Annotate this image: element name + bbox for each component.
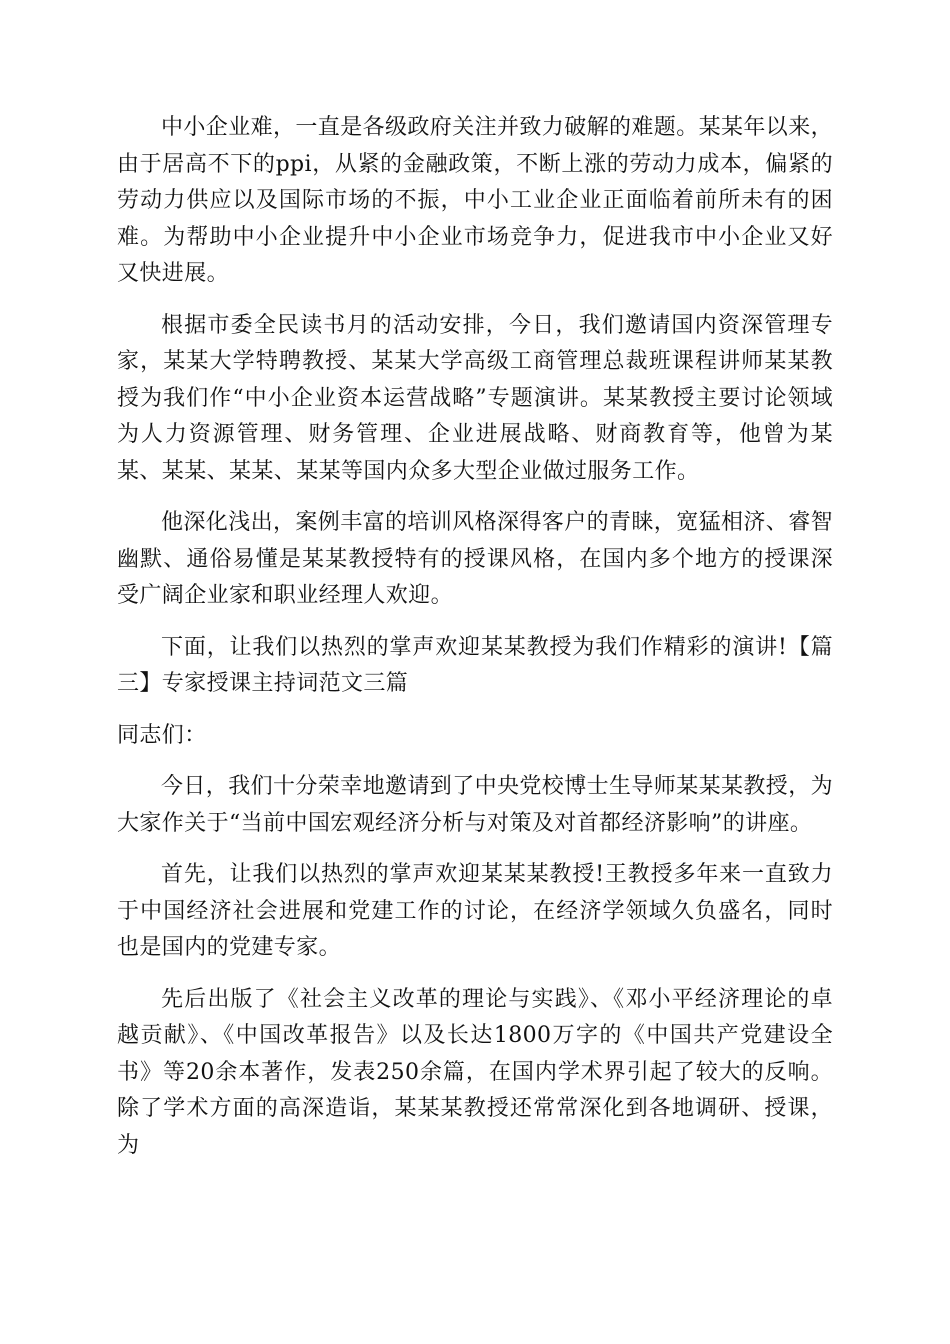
paragraph-sme-difficulties: 中小企业难，一直是各级政府关注并致力破解的难题。某某年以来，由于居高不下的ppi，从紧的金融政策，不断上涨的劳动力成本，偏紧的劳动力供应以及国际市场的不振，中小工业企业正面临着前所未有的困难。为帮助中小企业提升中小企业市场竞争力，促进我市中小企业又好又快进展。 xyxy=(117,115,834,286)
paragraph-professor-background: 首先，让我们以热烈的掌声欢迎某某某教授!王教授多年来一直致力于中国经济社会进展和党建工作的讨论，在经济学领域久负盛名，同时也是国内的党建专家。 xyxy=(117,862,833,960)
paragraph-welcome-applause: 下面，让我们以热烈的掌声欢迎某某教授为我们作精彩的演讲!【篇三】专家授课主持词范文三篇 xyxy=(117,634,833,696)
document-body xyxy=(117,110,833,1179)
paragraph-speaker-introduction: 根据市委全民读书月的活动安排，今日，我们邀请国内资深管理专家，某某大学特聘教授、某某大学高级工商管理总裁班课程讲师某某教授为我们作“中小企业资本运营战略”专题演讲。某某教授主要讨论领域为人力资源管理、财务管理、企业进展战略、财商教育等，他曾为某某、某某、某某、某某等国内众多大型企业做过服务工作。 xyxy=(117,312,833,484)
paragraph-lecture-topic: 今日，我们十分荣幸地邀请到了中央党校博士生导师某某某教授，为大家作关于“当前中国宏观经济分析与对策及对首都经济影响”的讲座。 xyxy=(117,774,834,836)
paragraph-teaching-style: 他深化浅出，案例丰富的培训风格深得客户的青睐，宽猛相济、睿智幽默、通俗易懂是某某教授特有的授课风格，在国内多个地方的授课深受广阔企业家和职业经理人欢迎。 xyxy=(117,510,834,608)
paragraph-salutation: 同志们： xyxy=(117,722,207,748)
paragraph-publications: 先后出版了《社会主义改革的理论与实践》、《邓小平经济理论的卓越贡献》、《中国改革报告》以及长达1800万字的《中国共产党建设全书》等20余本著作，发表250余篇，在国内学术界引起了较大的反响。除了学术方面的高深造诣，某某某教授还常常深化到各地调研、授课，为 xyxy=(117,986,833,1158)
